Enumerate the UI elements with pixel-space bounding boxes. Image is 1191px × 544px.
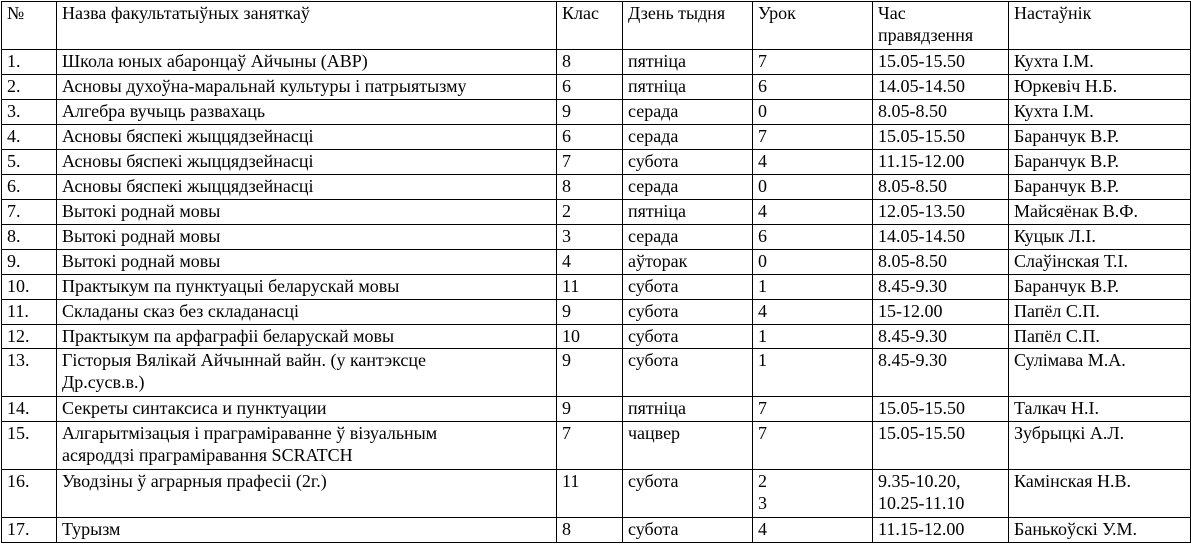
cell-num: 9.: [2, 249, 57, 274]
table-row: [2, 324, 1191, 349]
cell-time-line1: 9.35-10.20,: [878, 471, 961, 492]
table-row: [2, 397, 1191, 422]
header-row: [2, 2, 1191, 50]
table-row: [2, 249, 1191, 274]
cell-num: 5.: [2, 149, 57, 174]
cell-name: Турызм: [57, 517, 557, 542]
cell-grade: 7: [557, 149, 623, 174]
cell-teacher: Камінская Н.В.: [1009, 470, 1191, 518]
table-row: [2, 422, 1191, 470]
cell-teacher: Папёл С.П.: [1009, 324, 1191, 349]
cell-num: 17.: [2, 517, 57, 542]
header-time-line1: Час: [878, 3, 906, 23]
cell-name: Асновы бяспекі жыццядзейнасці: [57, 174, 557, 199]
cell-lesson: 4: [753, 149, 873, 174]
cell-time: 8.05-8.50: [873, 249, 1009, 274]
cell-day: пятніца: [623, 397, 753, 422]
cell-lesson: 4: [753, 199, 873, 224]
cell-num: 1.: [2, 49, 57, 74]
cell-teacher: Майсяёнак В.Ф.: [1009, 199, 1191, 224]
cell-lesson: 7: [753, 397, 873, 422]
table-row: [2, 199, 1191, 224]
cell-lesson-line2: 3: [758, 493, 767, 514]
cell-time: 15.05-15.50: [873, 422, 1009, 470]
cell-grade: 8: [557, 517, 623, 542]
cell-time: 8.05-8.50: [873, 174, 1009, 199]
cell-lesson: 1: [753, 349, 873, 397]
cell-name: Вытокі роднай мовы: [57, 199, 557, 224]
cell-name: [57, 349, 557, 397]
cell-num: 7.: [2, 199, 57, 224]
cell-teacher: Папёл С.П.: [1009, 299, 1191, 324]
cell-day: пятніца: [623, 49, 753, 74]
cell-teacher: Слаўінская Т.І.: [1009, 249, 1191, 274]
cell-time: 8.45-9.30: [873, 274, 1009, 299]
cell-teacher: Баранчук В.Р.: [1009, 174, 1191, 199]
cell-teacher: Кухта І.М.: [1009, 99, 1191, 124]
cell-lesson: 7: [753, 49, 873, 74]
cell-day: пятніца: [623, 199, 753, 224]
cell-grade: 9: [557, 299, 623, 324]
header-lesson: Урок: [753, 2, 873, 50]
cell-lesson: 1: [753, 324, 873, 349]
cell-name: Практыкум па арфаграфіі беларускай мовы: [57, 324, 557, 349]
table-row: [2, 349, 1191, 397]
header-teacher: Настаўнік: [1009, 2, 1191, 50]
cell-lesson: 7: [753, 422, 873, 470]
cell-grade: 11: [557, 470, 623, 518]
cell-grade: 9: [557, 397, 623, 422]
cell-grade: 4: [557, 249, 623, 274]
cell-name-line1: Алгарытмізацыя і праграміраванне ў візуальным: [62, 423, 438, 444]
cell-grade: 8: [557, 49, 623, 74]
cell-time: 15.05-15.50: [873, 397, 1009, 422]
cell-day: субота: [623, 274, 753, 299]
cell-lesson: 0: [753, 249, 873, 274]
cell-day: субота: [623, 149, 753, 174]
cell-grade: 11: [557, 274, 623, 299]
cell-num: 6.: [2, 174, 57, 199]
table-row: [2, 224, 1191, 249]
cell-teacher: Кухта І.М.: [1009, 49, 1191, 74]
header-time-line2: правядзення: [878, 25, 974, 45]
cell-day: пятніца: [623, 74, 753, 99]
header-num: №: [2, 2, 57, 50]
cell-grade: 2: [557, 199, 623, 224]
cell-lesson-line1: 2: [758, 471, 767, 492]
cell-time: 15.05-15.50: [873, 49, 1009, 74]
cell-num: 16.: [2, 470, 57, 518]
cell-teacher: Банькоўскі У.М.: [1009, 517, 1191, 542]
cell-name: Секреты синтаксиса и пунктуации: [57, 397, 557, 422]
cell-grade: 10: [557, 324, 623, 349]
cell-teacher: Зубрыцкі А.Л.: [1009, 422, 1191, 470]
table-row: [2, 470, 1191, 518]
cell-num: 14.: [2, 397, 57, 422]
cell-time: 15-12.00: [873, 299, 1009, 324]
cell-lesson: 7: [753, 124, 873, 149]
table-row: [2, 517, 1191, 542]
cell-grade: 6: [557, 124, 623, 149]
cell-day: аўторак: [623, 249, 753, 274]
cell-lesson: 4: [753, 299, 873, 324]
cell-day: субота: [623, 299, 753, 324]
cell-name: Школа юных абаронцаў Айчыны (АВР): [57, 49, 557, 74]
cell-day: серада: [623, 224, 753, 249]
electives-table: [1, 1, 1191, 543]
cell-day: субота: [623, 324, 753, 349]
table-row: [2, 174, 1191, 199]
cell-name: Алгебра вучыць развахаць: [57, 99, 557, 124]
cell-grade: 9: [557, 99, 623, 124]
table-row: [2, 299, 1191, 324]
cell-day: субота: [623, 349, 753, 397]
cell-lesson: 6: [753, 224, 873, 249]
cell-grade: 9: [557, 349, 623, 397]
table-row: [2, 74, 1191, 99]
cell-num: 3.: [2, 99, 57, 124]
cell-name: Вытокі роднай мовы: [57, 224, 557, 249]
cell-name: Асновы духоўна-маральнай культуры і патрыятызму: [57, 74, 557, 99]
cell-teacher: Талкач Н.І.: [1009, 397, 1191, 422]
cell-grade: 7: [557, 422, 623, 470]
cell-name: Асновы бяспекі жыццядзейнасці: [57, 124, 557, 149]
cell-num: 2.: [2, 74, 57, 99]
cell-day: серада: [623, 174, 753, 199]
cell-time: 14.05-14.50: [873, 224, 1009, 249]
cell-lesson: 6: [753, 74, 873, 99]
cell-time: 8.45-9.30: [873, 349, 1009, 397]
cell-time: 11.15-12.00: [873, 149, 1009, 174]
cell-lesson: 0: [753, 99, 873, 124]
cell-name: [57, 422, 557, 470]
cell-teacher: Юркевіч Н.Б.: [1009, 74, 1191, 99]
cell-num: 13.: [2, 349, 57, 397]
cell-lesson: 0: [753, 174, 873, 199]
cell-day: серада: [623, 99, 753, 124]
cell-time-line2: 10.25-11.10: [878, 493, 965, 514]
cell-lesson: [753, 470, 873, 518]
cell-grade: 8: [557, 174, 623, 199]
cell-day: чацвер: [623, 422, 753, 470]
cell-teacher: Сулімава М.А.: [1009, 349, 1191, 397]
cell-lesson: 4: [753, 517, 873, 542]
table-row: [2, 99, 1191, 124]
table-row: [2, 149, 1191, 174]
cell-time: 15.05-15.50: [873, 124, 1009, 149]
cell-name-line2: Др.сусв.в.): [62, 372, 145, 393]
cell-time: 8.45-9.30: [873, 324, 1009, 349]
cell-time: [873, 470, 1009, 518]
cell-name-line2: асяроддзі праграміравання SCRATCH: [62, 445, 353, 466]
cell-teacher: Баранчук В.Р.: [1009, 124, 1191, 149]
cell-num: 10.: [2, 274, 57, 299]
table-row: [2, 49, 1191, 74]
cell-day: субота: [623, 470, 753, 518]
cell-name: Вытокі роднай мовы: [57, 249, 557, 274]
table-row: [2, 274, 1191, 299]
cell-name-line1: Гісторыя Вялікай Айчыннай вайн. (у кантэксце: [62, 350, 426, 371]
cell-name: Практыкум па пунктуацыі беларускай мовы: [57, 274, 557, 299]
cell-num: 4.: [2, 124, 57, 149]
cell-day: субота: [623, 517, 753, 542]
cell-grade: 3: [557, 224, 623, 249]
cell-num: 12.: [2, 324, 57, 349]
cell-time: 12.05-13.50: [873, 199, 1009, 224]
header-name: Назва факультатыўных заняткаў: [57, 2, 557, 50]
cell-num: 11.: [2, 299, 57, 324]
cell-num: 15.: [2, 422, 57, 470]
cell-time: 11.15-12.00: [873, 517, 1009, 542]
cell-teacher: Куцык Л.І.: [1009, 224, 1191, 249]
cell-teacher: Баранчук В.Р.: [1009, 274, 1191, 299]
header-grade: Клас: [557, 2, 623, 50]
table-row: [2, 124, 1191, 149]
cell-teacher: Баранчук В.Р.: [1009, 149, 1191, 174]
cell-name: Асновы бяспекі жыццядзейнасці: [57, 149, 557, 174]
cell-num: 8.: [2, 224, 57, 249]
cell-lesson: 1: [753, 274, 873, 299]
cell-name: Уводзіны ў аграрныя прафесіі (2г.): [57, 470, 557, 518]
header-day: Дзень тыдня: [623, 2, 753, 50]
cell-grade: 6: [557, 74, 623, 99]
cell-time: 8.05-8.50: [873, 99, 1009, 124]
cell-name: Складаны сказ без складанасці: [57, 299, 557, 324]
cell-time: 14.05-14.50: [873, 74, 1009, 99]
cell-day: серада: [623, 124, 753, 149]
header-time: [873, 2, 1009, 50]
